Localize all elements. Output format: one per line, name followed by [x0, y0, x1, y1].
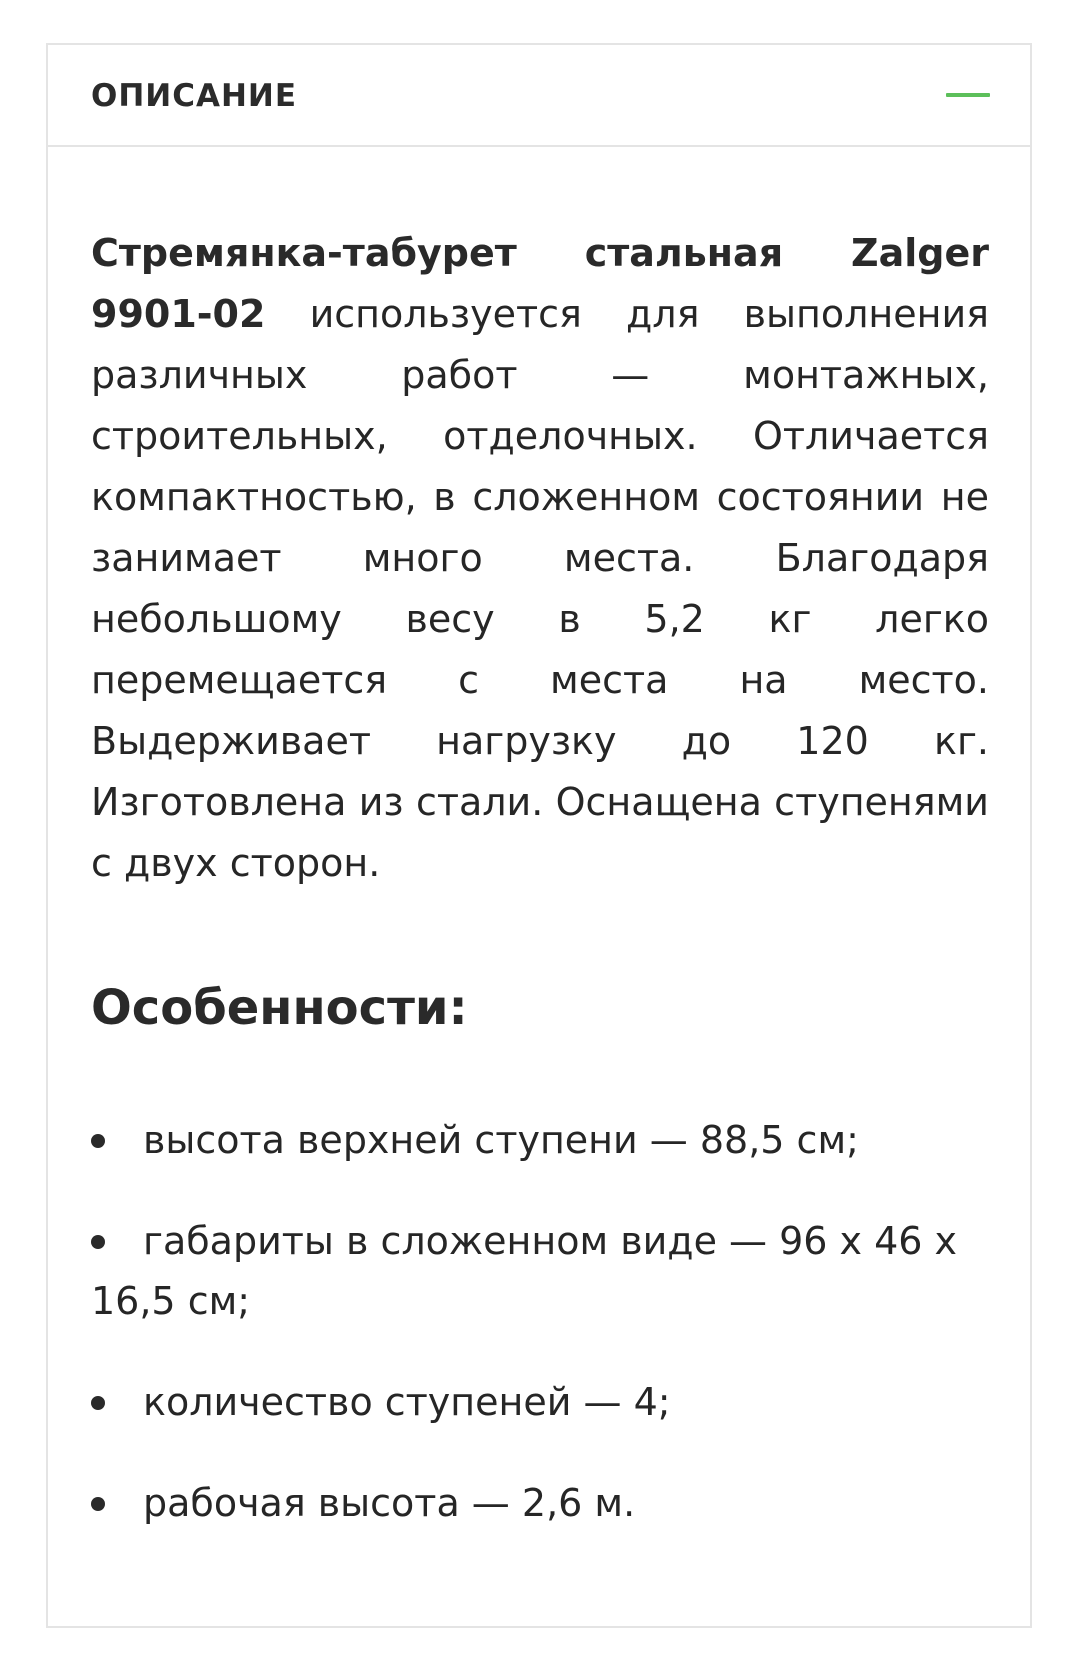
- list-item-text: габариты в сложенном виде — 96 х 46 х 16,5 см;: [91, 1219, 958, 1323]
- product-description: [91, 223, 989, 894]
- product-name: Стремянка-табурет стальная Zalger 9901-02: [91, 231, 989, 336]
- features-list: [91, 1110, 989, 1533]
- list-item: [91, 1110, 989, 1170]
- list-item-text: количество ступеней — 4;: [143, 1380, 671, 1424]
- description-content: [91, 223, 989, 1574]
- list-item-text: рабочая высота — 2,6 м.: [143, 1481, 636, 1525]
- list-item: [91, 1211, 989, 1331]
- minus-icon[interactable]: [946, 83, 990, 109]
- list-item-text: высота верхней ступени — 88,5 см;: [143, 1118, 859, 1162]
- bullet-icon: [91, 1235, 105, 1249]
- features-title: Особенности:: [91, 980, 468, 1036]
- bullet-icon: [91, 1497, 105, 1511]
- panel-header[interactable]: [48, 45, 1030, 147]
- list-item: [91, 1473, 989, 1533]
- panel-title: ОПИСАНИЕ: [91, 78, 298, 114]
- list-item: [91, 1372, 989, 1432]
- minus-icon-bar: [946, 93, 990, 97]
- bullet-icon: [91, 1134, 105, 1148]
- description-panel: [46, 43, 1032, 1628]
- description-text: используется для выполнения различных работ — монтажных, строительных, отделочных. Отличается компактностью, в сложенном состоянии не занимает много места. Благодаря небольшому весу в 5,2 кг легко перемещается с места на место. Выдерживает нагрузку до 120 кг. Изготовлена из стали. Оснащена ступенями с двух сторон.: [91, 292, 989, 885]
- bullet-icon: [91, 1396, 105, 1410]
